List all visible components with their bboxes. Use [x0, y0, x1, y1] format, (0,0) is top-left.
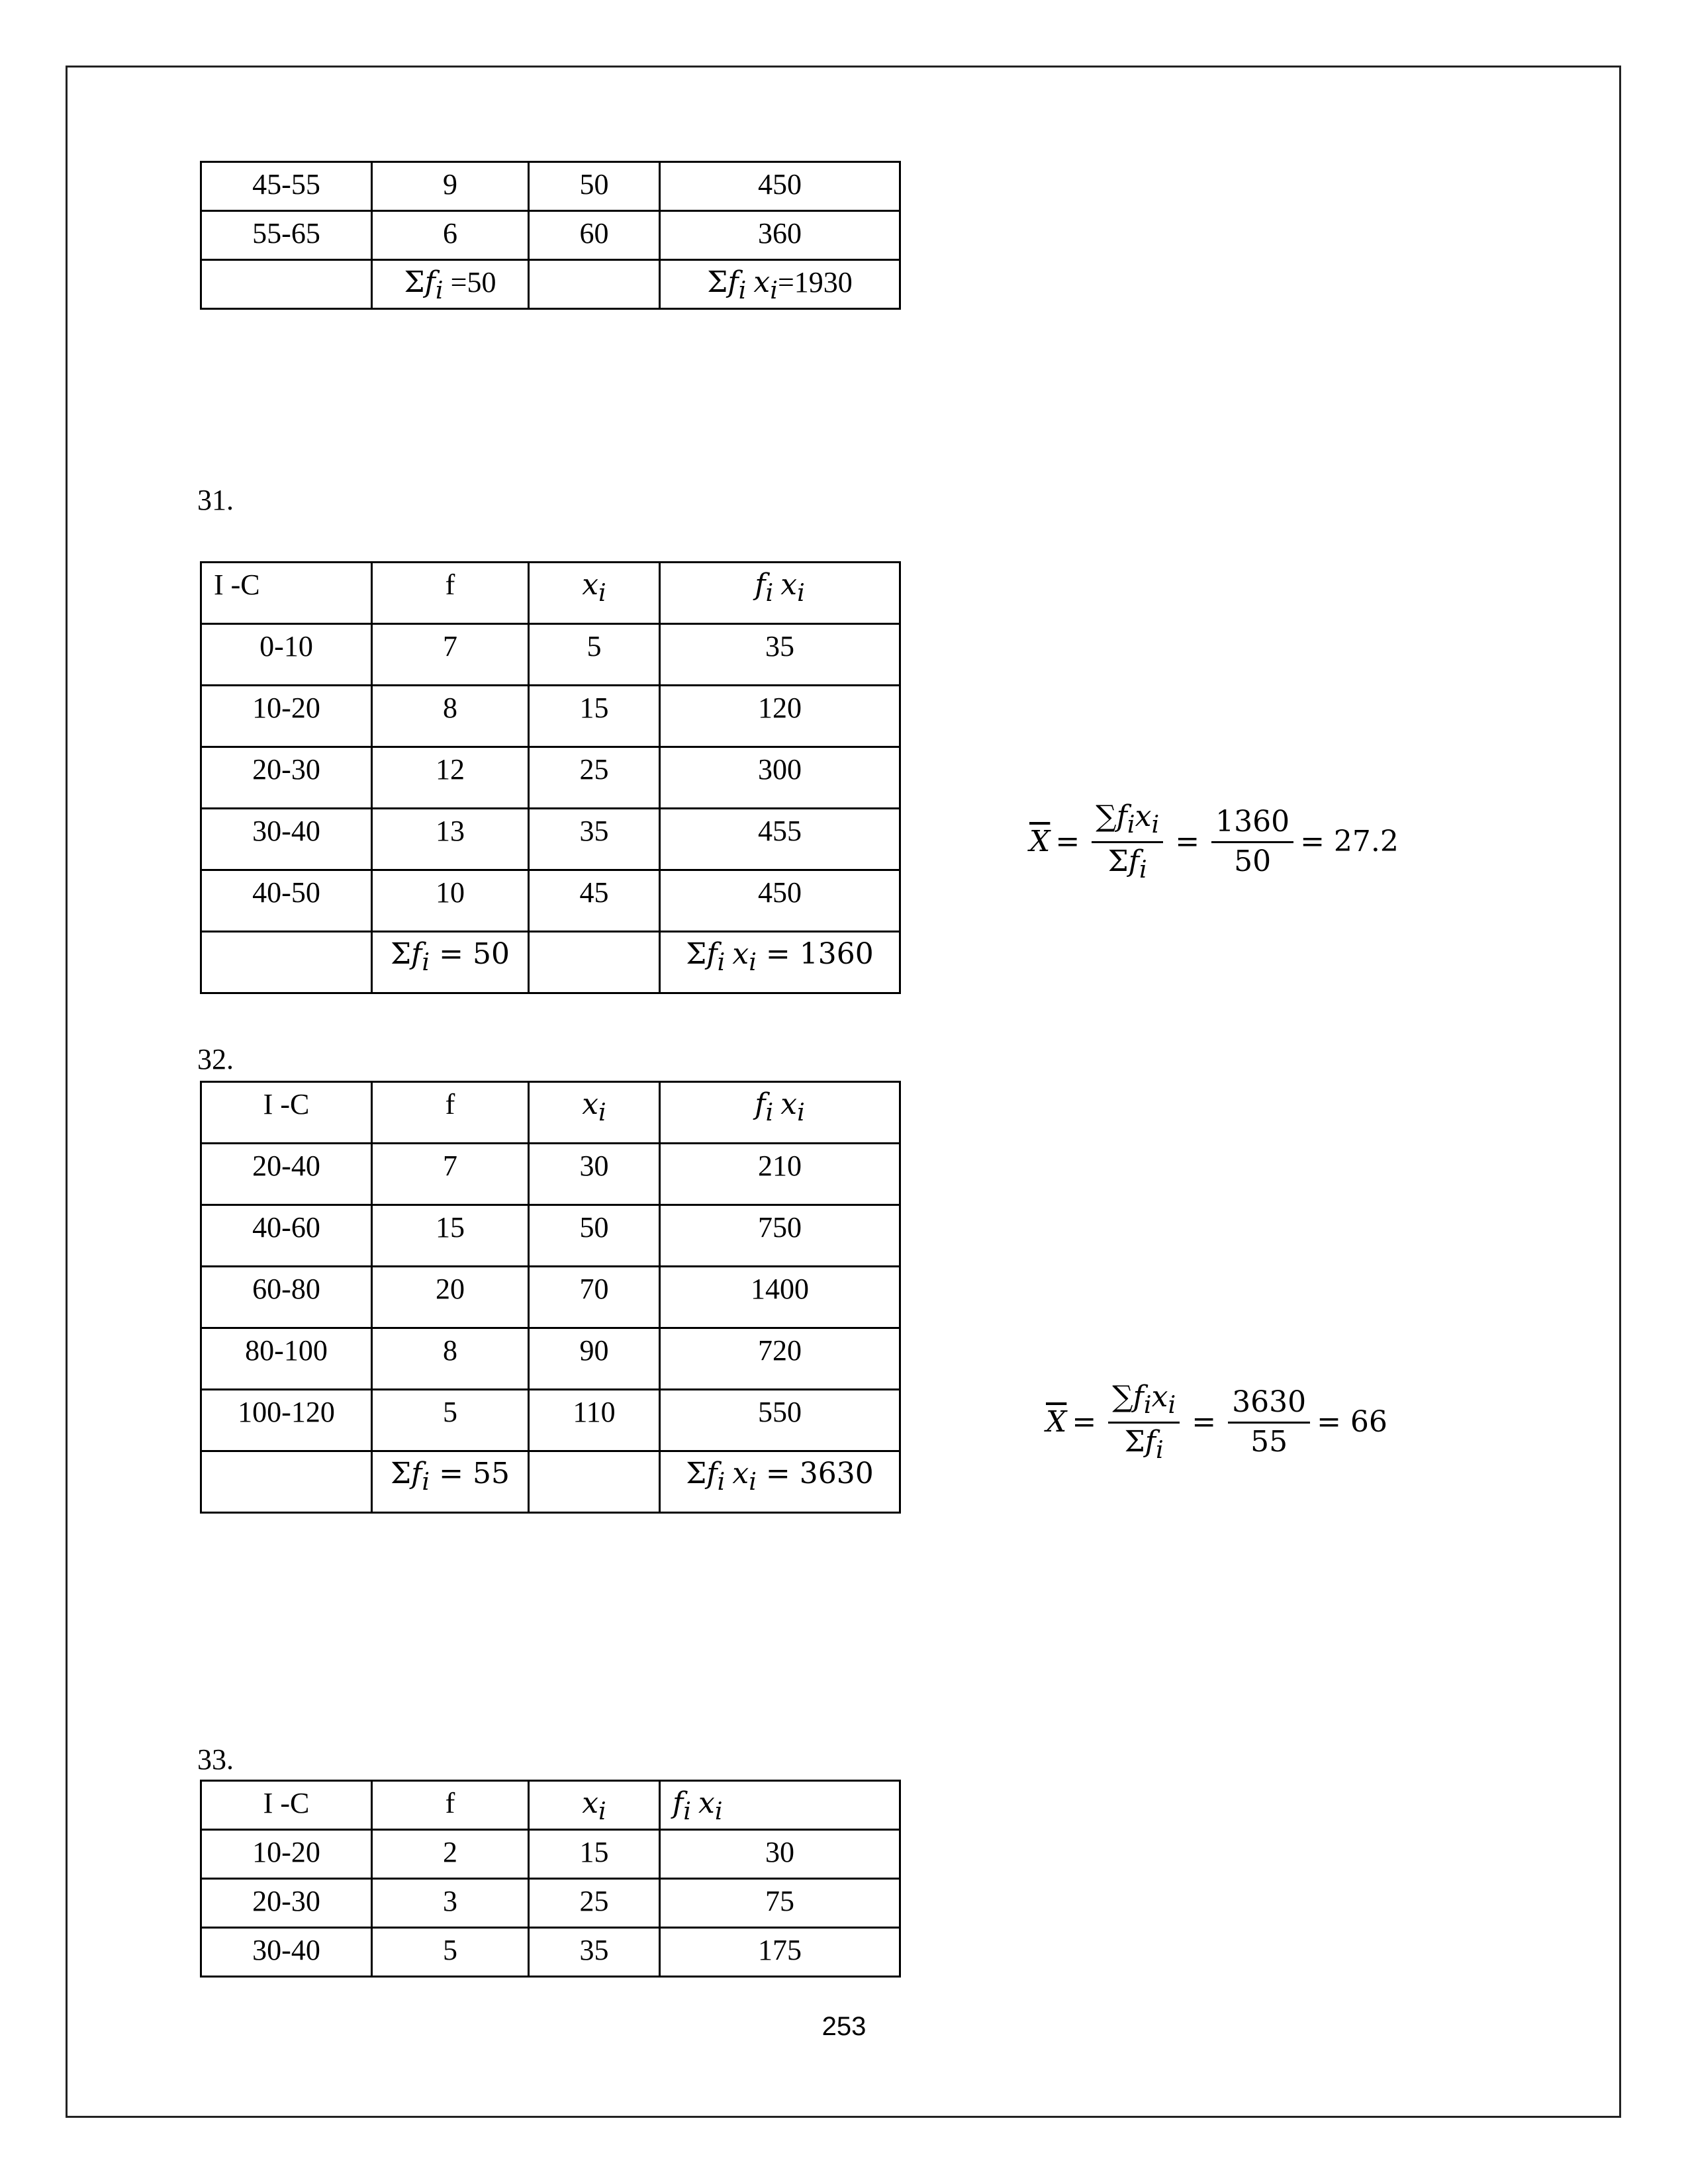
- cell-sum-frequency: $\Sigma f_i = 50$: [372, 932, 529, 993]
- cell-sum-product: $\Sigma f_i$ $x_i=1930$: [660, 260, 900, 309]
- cell-midpoint: 35: [529, 809, 660, 870]
- header-midpoint: $x_i$: [529, 1082, 660, 1144]
- mean-result: = 27.2: [1300, 824, 1399, 858]
- fraction-values: $\frac{3630}{55}$: [1228, 1385, 1310, 1459]
- table-row: [201, 162, 900, 211]
- cell-empty: [529, 260, 660, 309]
- cell-class-interval: 0-10: [201, 624, 372, 686]
- table-total-row: [201, 260, 900, 309]
- mean-symbol: $\overline{X}$: [1029, 824, 1051, 858]
- table-row: [201, 211, 900, 260]
- cell-frequency: 13: [372, 809, 529, 870]
- cell-product: 360: [660, 211, 900, 260]
- cell-product: 1400: [660, 1267, 900, 1328]
- cell-product: 455: [660, 809, 900, 870]
- cell-sum-product: $\Sigma f_i$ $x_i = 3630$: [660, 1451, 900, 1513]
- cell-class-interval: 10-20: [201, 1830, 372, 1879]
- fraction-values: $\frac{1360}{50}$: [1211, 805, 1293, 878]
- cell-frequency: 10: [372, 870, 529, 932]
- cell-product: 720: [660, 1328, 900, 1390]
- cell-class-interval: 20-30: [201, 1879, 372, 1928]
- header-class-interval: I -C: [201, 563, 372, 624]
- header-frequency: f: [372, 1781, 529, 1830]
- cell-frequency: 5: [372, 1928, 529, 1977]
- header-midpoint: $x_i$: [529, 563, 660, 624]
- cell-frequency: 6: [372, 211, 529, 260]
- cell-midpoint: 35: [529, 1928, 660, 1977]
- cell-product: 75: [660, 1879, 900, 1928]
- mean-formula-q31: $\overline{X}$ = $\frac{\sum f_ix_i}{\Sigma f_i}$ = $\frac{1360}{50}$ = 27.2: [1029, 799, 1399, 884]
- header-class-interval: I -C: [201, 1781, 372, 1830]
- cell-frequency: 8: [372, 686, 529, 747]
- cell-product: 450: [660, 870, 900, 932]
- cell-midpoint: 70: [529, 1267, 660, 1328]
- table-total-row: [201, 932, 900, 993]
- cell-midpoint: 50: [529, 1205, 660, 1267]
- cell-midpoint: 60: [529, 211, 660, 260]
- header-product: $f_i$ $x_i$: [660, 1781, 900, 1830]
- cell-frequency: 20: [372, 1267, 529, 1328]
- fraction-sum-fx-over-sum-f: $\frac{\sum f_ix_i}{\Sigma f_i}$: [1108, 1380, 1180, 1464]
- header-frequency: f: [372, 563, 529, 624]
- cell-sum-product: $\Sigma f_i$ $x_i = 1360$: [660, 932, 900, 993]
- cell-class-interval: 40-60: [201, 1205, 372, 1267]
- cell-product: 35: [660, 624, 900, 686]
- cell-product: 450: [660, 162, 900, 211]
- header-class-interval: I -C: [201, 1082, 372, 1144]
- cell-class-interval: 60-80: [201, 1267, 372, 1328]
- cell-midpoint: 30: [529, 1144, 660, 1205]
- table-q31: [200, 561, 901, 994]
- mean-result: = 66: [1317, 1404, 1387, 1439]
- cell-midpoint: 50: [529, 162, 660, 211]
- table-row: [201, 809, 900, 870]
- cell-frequency: 7: [372, 1144, 529, 1205]
- mean-symbol: $\overline{X}$: [1046, 1404, 1067, 1439]
- cell-product: 550: [660, 1390, 900, 1451]
- header-product: $f_i$ $x_i$: [660, 1082, 900, 1144]
- cell-midpoint: 110: [529, 1390, 660, 1451]
- cell-class-interval: 40-50: [201, 870, 372, 932]
- question-number-31: 31.: [197, 484, 234, 516]
- header-frequency: f: [372, 1082, 529, 1144]
- table-row: [201, 747, 900, 809]
- cell-product: 750: [660, 1205, 900, 1267]
- cell-class-interval: 10-20: [201, 686, 372, 747]
- table-q30-continued: [200, 161, 901, 310]
- table-total-row: [201, 1451, 900, 1513]
- cell-frequency: 2: [372, 1830, 529, 1879]
- table-row: [201, 1830, 900, 1879]
- cell-midpoint: 25: [529, 747, 660, 809]
- table-row: [201, 1205, 900, 1267]
- table-row: [201, 1267, 900, 1328]
- cell-frequency: 8: [372, 1328, 529, 1390]
- table-header-row: [201, 1082, 900, 1144]
- cell-midpoint: 45: [529, 870, 660, 932]
- header-midpoint: $x_i$: [529, 1781, 660, 1830]
- cell-frequency: 15: [372, 1205, 529, 1267]
- cell-class-interval: 80-100: [201, 1328, 372, 1390]
- cell-frequency: 3: [372, 1879, 529, 1928]
- fraction-sum-fx-over-sum-f: $\frac{\sum f_ix_i}{\Sigma f_i}$: [1092, 799, 1163, 884]
- cell-product: 210: [660, 1144, 900, 1205]
- table-row: [201, 1328, 900, 1390]
- cell-empty: [201, 932, 372, 993]
- cell-class-interval: 100-120: [201, 1390, 372, 1451]
- table-row: [201, 1928, 900, 1977]
- table-row: [201, 870, 900, 932]
- table-header-row: [201, 563, 900, 624]
- cell-class-interval: 30-40: [201, 809, 372, 870]
- table-row: [201, 1390, 900, 1451]
- cell-empty: [529, 932, 660, 993]
- page-number: 253: [821, 2012, 867, 2041]
- header-product: $f_i$ $x_i$: [660, 563, 900, 624]
- cell-class-interval: 45-55: [201, 162, 372, 211]
- table-row: [201, 1144, 900, 1205]
- cell-product: 175: [660, 1928, 900, 1977]
- table-row: [201, 624, 900, 686]
- cell-sum-frequency: $\Sigma f_i = 55$: [372, 1451, 529, 1513]
- table-q32: [200, 1081, 901, 1514]
- cell-class-interval: 20-40: [201, 1144, 372, 1205]
- question-number-33: 33.: [197, 1743, 234, 1776]
- cell-class-interval: 55-65: [201, 211, 372, 260]
- cell-frequency: 12: [372, 747, 529, 809]
- cell-product: 120: [660, 686, 900, 747]
- question-number-32: 32.: [197, 1043, 234, 1075]
- cell-class-interval: 30-40: [201, 1928, 372, 1977]
- table-row: [201, 1879, 900, 1928]
- table-q33: [200, 1780, 901, 1978]
- cell-product: 300: [660, 747, 900, 809]
- cell-midpoint: 25: [529, 1879, 660, 1928]
- cell-midpoint: 90: [529, 1328, 660, 1390]
- mean-formula-q32: $\overline{X}$ = $\frac{\sum f_ix_i}{\Sigma f_i}$ = $\frac{3630}{55}$ = 66: [1046, 1380, 1387, 1464]
- table-header-row: [201, 1781, 900, 1830]
- cell-midpoint: 15: [529, 686, 660, 747]
- cell-frequency: 7: [372, 624, 529, 686]
- cell-empty: [201, 260, 372, 309]
- table-row: [201, 686, 900, 747]
- cell-product: 30: [660, 1830, 900, 1879]
- cell-class-interval: 20-30: [201, 747, 372, 809]
- cell-frequency: 5: [372, 1390, 529, 1451]
- cell-sum-frequency: $\Sigma f_i =50$: [372, 260, 529, 309]
- cell-midpoint: 5: [529, 624, 660, 686]
- cell-empty: [529, 1451, 660, 1513]
- cell-frequency: 9: [372, 162, 529, 211]
- cell-midpoint: 15: [529, 1830, 660, 1879]
- cell-empty: [201, 1451, 372, 1513]
